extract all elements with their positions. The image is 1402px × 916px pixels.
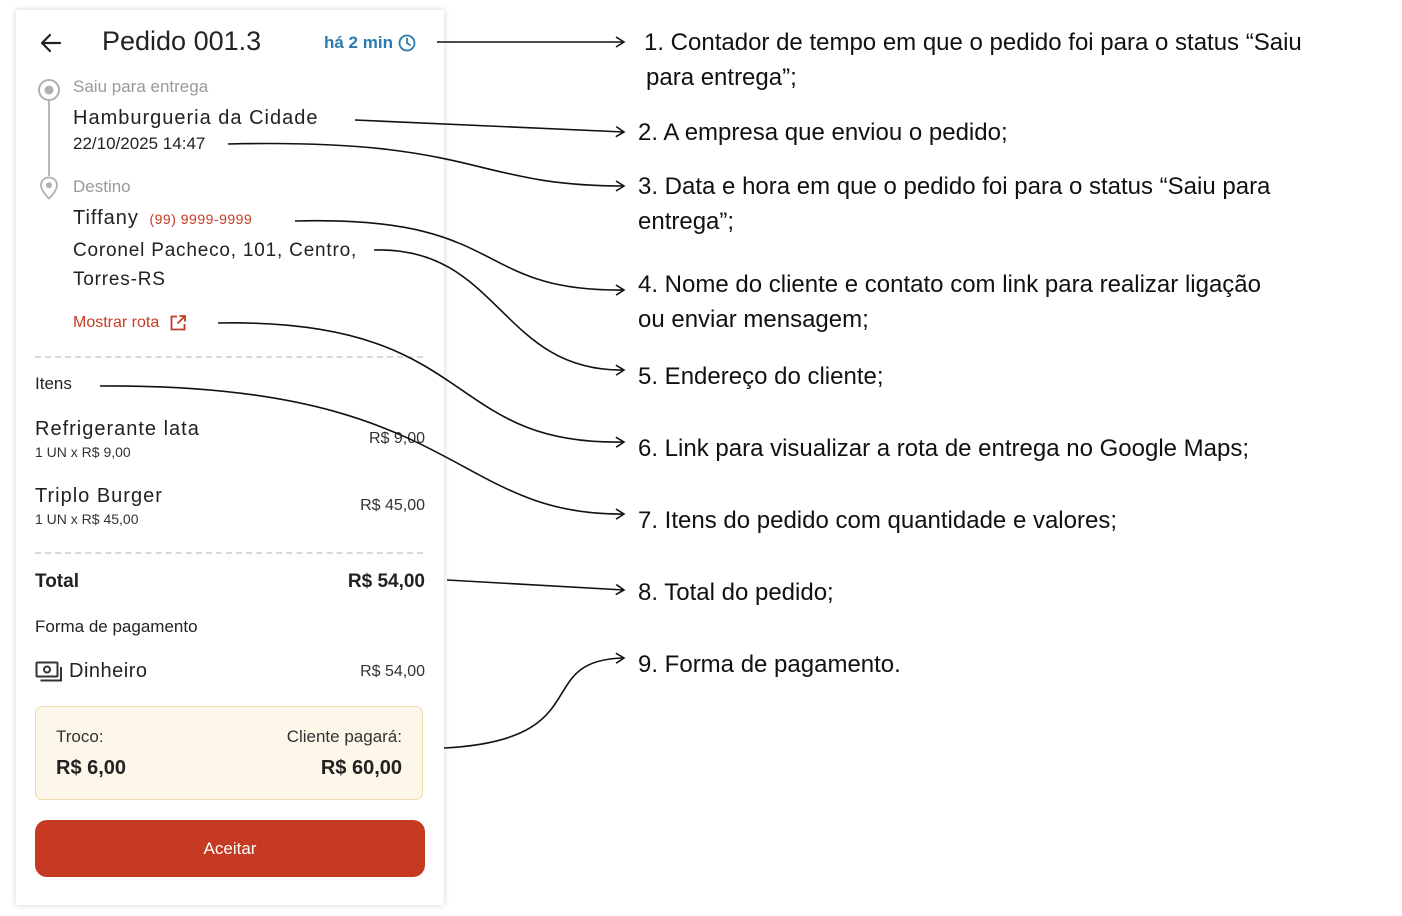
payment-value: R$ 54,00 bbox=[360, 663, 425, 680]
annotation-8-line1: 8. Total do pedido; bbox=[638, 579, 834, 606]
annotation-5-line1: 5. Endereço do cliente; bbox=[638, 363, 884, 390]
company-name: Hamburgueria da Cidade bbox=[73, 107, 319, 129]
annotation-1 bbox=[644, 25, 1394, 95]
item-price: R$ 45,00 bbox=[360, 497, 425, 514]
annotation-2 bbox=[638, 115, 1008, 150]
annotation-4 bbox=[638, 267, 1388, 337]
connector-4 bbox=[295, 221, 624, 290]
annotation-9 bbox=[638, 647, 901, 682]
annotation-1-line1: 1. Contador de tempo em que o pedido foi para o status “Saiu bbox=[644, 29, 1302, 56]
accept-button[interactable]: Aceitar bbox=[35, 820, 425, 877]
total-label: Total bbox=[35, 571, 79, 592]
annotation-9-line1: 9. Forma de pagamento. bbox=[638, 651, 901, 678]
annotation-6-line1: 6. Link para visualizar a rota de entrega no Google Maps; bbox=[638, 435, 1250, 462]
client-phone-link[interactable]: (99) 9999-9999 bbox=[149, 211, 253, 227]
payment-label: Forma de pagamento bbox=[35, 617, 198, 636]
total-value: R$ 54,00 bbox=[347, 571, 425, 592]
page-title: Pedido 001.3 bbox=[102, 26, 262, 56]
payment-method-name: Dinheiro bbox=[69, 660, 148, 682]
item-name: Refrigerante lata bbox=[35, 418, 200, 440]
item-name: Triplo Burger bbox=[35, 485, 163, 507]
annotation-7 bbox=[638, 503, 1117, 538]
connector-9 bbox=[444, 658, 624, 748]
item-detail: 1 UN x R$ 45,00 bbox=[35, 511, 139, 527]
status-label: Saiu para entrega bbox=[73, 77, 209, 96]
annotation-4-line1: 4. Nome do cliente e contato com link para realizar ligação bbox=[638, 271, 1261, 298]
annotation-1-line2: para entrega”; bbox=[646, 64, 797, 91]
annotation-6 bbox=[638, 431, 1249, 466]
change-value: R$ 6,00 bbox=[56, 757, 127, 779]
item-price: R$ 9,00 bbox=[368, 430, 425, 447]
annotation-3 bbox=[638, 169, 1388, 239]
connector-3 bbox=[228, 143, 624, 186]
connector-7 bbox=[100, 386, 624, 514]
annotation-3-line2: entrega”; bbox=[638, 208, 735, 235]
connector-5 bbox=[374, 250, 624, 370]
destination-label: Destino bbox=[73, 177, 131, 196]
items-label: Itens bbox=[35, 374, 72, 393]
connector-8 bbox=[447, 580, 624, 590]
client-pays-label: Cliente pagará: bbox=[286, 727, 402, 746]
connector-6 bbox=[218, 323, 624, 442]
elapsed-text: há 2 min bbox=[324, 33, 393, 52]
client-pays-value: R$ 60,00 bbox=[320, 757, 402, 779]
item-detail: 1 UN x R$ 9,00 bbox=[35, 444, 131, 460]
annotation-7-line1: 7. Itens do pedido com quantidade e valores; bbox=[638, 507, 1117, 534]
client-name: Tiffany bbox=[73, 207, 139, 229]
client-address: Coronel Pacheco, 101, Centro, Torres-RS bbox=[73, 240, 358, 290]
change-label: Troco: bbox=[56, 727, 104, 746]
connector-2 bbox=[355, 120, 624, 132]
show-route-label: Mostrar rota bbox=[73, 314, 160, 331]
annotation-2-line1: 2. A empresa que enviou o pedido; bbox=[638, 119, 1008, 146]
annotation-8 bbox=[638, 575, 834, 610]
annotation-4-line2: ou enviar mensagem; bbox=[638, 306, 869, 333]
annotation-3-line1: 3. Data e hora em que o pedido foi para o status “Saiu para bbox=[638, 173, 1271, 200]
status-datetime: 22/10/2025 14:47 bbox=[73, 134, 206, 153]
annotation-5 bbox=[638, 359, 884, 394]
